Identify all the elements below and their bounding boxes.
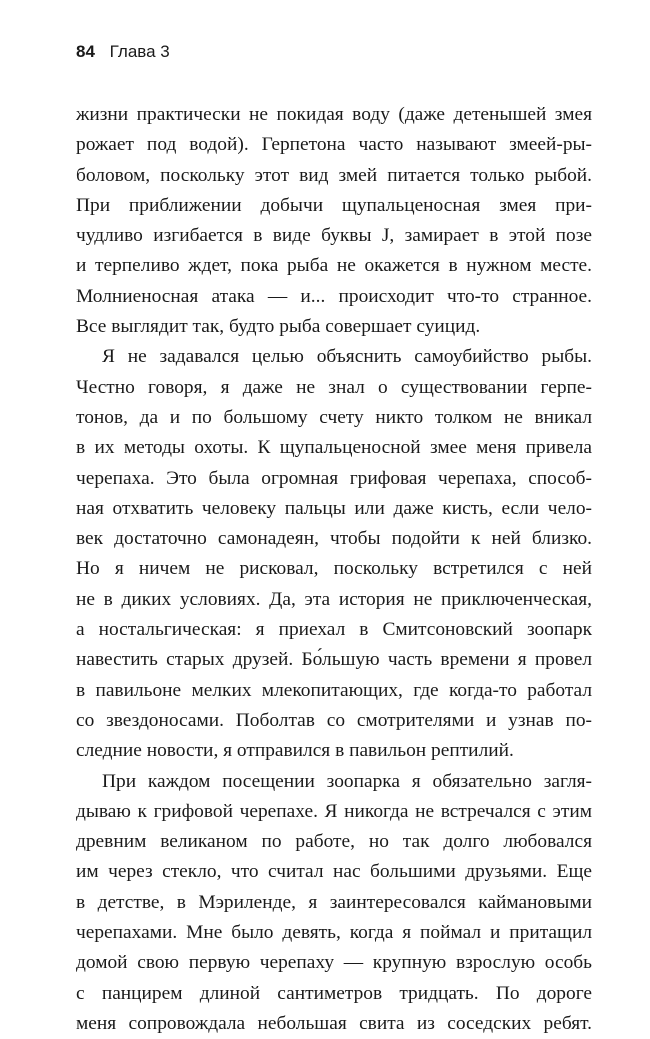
text-line: в детстве, в Мэриленде, я заинтересовался каймановыми	[76, 891, 592, 913]
text-line: Я не задавался целью объяснить самоубийство рыбы.	[102, 346, 592, 368]
text-line: меня сопровождала небольшая свита из соседских ребят.	[76, 1012, 592, 1034]
text-line: черепахами. Мне было девять, когда я поймал и притащил	[76, 922, 592, 944]
paragraph	[76, 342, 592, 766]
text-line: с панцирем длиной сантиметров тридцать. По дороге	[76, 982, 592, 1004]
text-line: Молниеносная атака — и... происходит что-то странное.	[76, 285, 592, 307]
paragraph	[76, 100, 592, 342]
text-line: дываю к грифовой черепахе. Я никогда не встречался с этим	[76, 800, 592, 822]
paragraph	[76, 767, 592, 1039]
text-line: боловом, поскольку этот вид змей питается только рыбой.	[76, 164, 592, 186]
text-line: тонов, да и по большому счету никто толком не вникал	[76, 406, 592, 428]
body-text	[76, 100, 592, 1039]
running-header	[76, 40, 170, 64]
text-line: и терпеливо ждет, пока рыба не окажется в нужном месте.	[76, 255, 592, 277]
text-line: со звездоносами. Поболтав со смотрителями и узнав по-	[76, 709, 592, 731]
text-line: При приближении добычи щупальценосная змея при-	[76, 194, 592, 216]
text-line: рожает под водой). Герпетона часто называют змеей-ры-	[76, 134, 592, 156]
text-line: черепаха. Это была огромная грифовая черепаха, способ-	[76, 467, 592, 489]
text-line: домой свою первую черепаху — крупную взрослую особь	[76, 952, 592, 974]
text-line: навестить старых друзей. Бо́льшую часть времени я провел	[76, 649, 592, 671]
text-line: в их методы охоты. К щупальценосной змее меня привела	[76, 437, 592, 459]
text-line: Честно говоря, я даже не знал о существовании герпе-	[76, 376, 592, 398]
text-line: не в диких условиях. Да, эта история не приключенческая,	[76, 588, 592, 610]
text-line: в павильоне мелких млекопитающих, где когда-то работал	[76, 679, 592, 701]
text-line: ная отхватить человеку пальцы или даже кисть, если чело-	[76, 497, 592, 519]
chapter-title: Глава 3	[109, 42, 170, 61]
page-number: 84	[76, 42, 95, 61]
text-line: Но я ничем не рисковал, поскольку встретился с ней	[76, 558, 592, 580]
text-line: При каждом посещении зоопарка я обязательно загля-	[102, 770, 592, 792]
text-line: жизни практически не покидая воду (даже детенышей змея	[76, 104, 592, 125]
text-line: а ностальгическая: я приехал в Смитсоновский зоопарк	[76, 619, 592, 641]
text-line: древним великаном по работе, но так долго любовался	[76, 831, 592, 853]
text-line: чудливо изгибается в виде буквы J, замирает в этой позе	[76, 225, 592, 247]
text-line: следние новости, я отправился в павильон рептилий.	[76, 740, 514, 762]
text-line: век достаточно самонадеян, чтобы подойти к ней близко.	[76, 528, 592, 550]
text-line: Все выглядит так, будто рыба совершает суицид.	[76, 316, 481, 338]
text-line: им через стекло, что считал нас большими друзьями. Еще	[76, 861, 592, 883]
